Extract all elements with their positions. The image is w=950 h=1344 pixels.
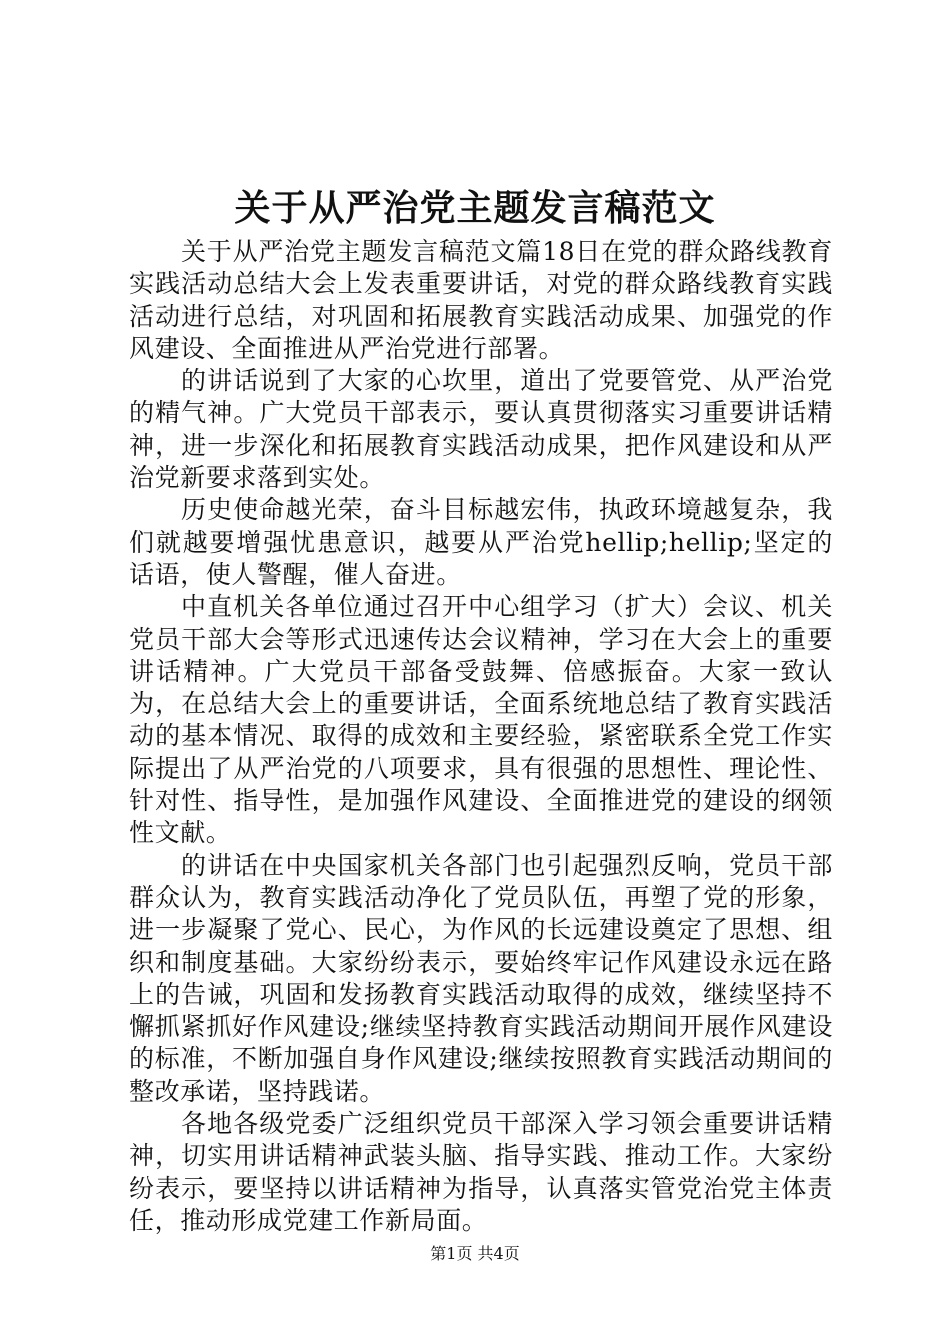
paragraph: 中直机关各单位通过召开中心组学习（扩大）会议、机关党员干部大会等形式迅速传达会议精神，学习在大会上的重要讲话精神。广大党员干部备受鼓舞、倍感振奋。大家一致认为，在总结大会上的重要讲话，全面系统地总结了教育实践活动的基本情况、取得的成效和主要经验，紧密联系全党工作实际提出了从严治党的八项要求，具有很强的思想性、理论性、针对性、指导性，是加强作风建设、全面推进党的建设的纲领性文献。 bbox=[129, 592, 833, 848]
page-number: 第1页 共4页 bbox=[430, 1244, 520, 1263]
paragraph: 历史使命越光荣，奋斗目标越宏伟，执政环境越复杂，我们就越要增强忧患意识，越要从严治党hellip;hellip;坚定的话语，使人警醒，催人奋进。 bbox=[129, 495, 833, 589]
paragraph: 各地各级党委广泛组织党员干部深入学习领会重要讲话精神，切实用讲话精神武装头脑、指导实践、推动工作。大家纷纷表示，要坚持以讲话精神为指导，认真落实管党治党主体责任，推动形成党建工作新局面。 bbox=[129, 1109, 833, 1235]
document-title: 关于从严治党主题发言稿范文 bbox=[234, 187, 716, 229]
paragraph: 的讲话在中央国家机关各部门也引起强烈反响，党员干部群众认为，教育实践活动净化了党员队伍，再塑了党的形象，进一步凝聚了党心、民心，为作风的长远建设奠定了思想、组织和制度基础。大家纷纷表示，要始终牢记作风建设永远在路上的告诫，巩固和发扬教育实践活动取得的成效，继续坚持不懈抓紧抓好作风建设;继续坚持教育实践活动期间开展作风建设的标准，不断加强自身作风建设;继续按照教育实践活动期间的整改承诺，坚持践诺。 bbox=[129, 850, 833, 1106]
paragraph: 的讲话说到了大家的心坎里，道出了党要管党、从严治党的精气神。广大党员干部表示，要认真贯彻落实习重要讲话精神，进一步深化和拓展教育实践活动成果，把作风建设和从严治党新要求落到实处。 bbox=[129, 366, 833, 493]
document-body bbox=[129, 236, 833, 1237]
paragraph: 关于从严治党主题发言稿范文篇18日在党的群众路线教育实践活动总结大会上发表重要讲话，对党的群众路线教育实践活动进行总结，对巩固和拓展教育实践活动成果、加强党的作风建设、全面推进从严治党进行部署。 bbox=[129, 237, 833, 363]
